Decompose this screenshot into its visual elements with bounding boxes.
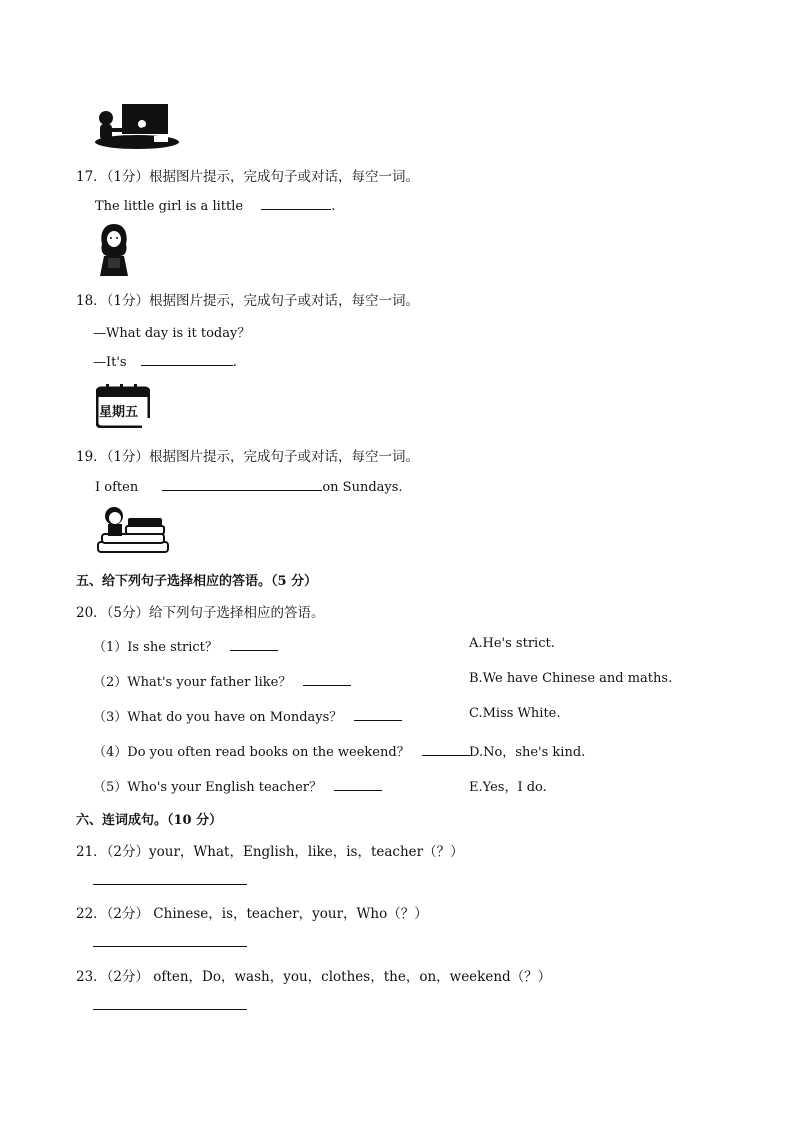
q20-item-5 <box>93 776 382 795</box>
q18-dialogue-line2 <box>93 353 237 370</box>
q21-stem: 21．（2分）your，What，English，like，is，teacher（？） <box>76 844 464 860</box>
q20-question-2: （2）What's your father like？ <box>93 675 292 690</box>
q17-prefix: The little girl is a little <box>95 199 244 214</box>
q20-answer-blank-1[interactable] <box>230 638 278 651</box>
q19-stem: 19．（1分）根据图片提示，完成句子或对话，每空一词。 <box>76 449 420 465</box>
q20-option-b: B.We have Chinese and maths. <box>469 671 673 686</box>
q17-answer-blank[interactable] <box>261 197 331 210</box>
q19-sentence <box>95 478 403 495</box>
q20-option-c: C.Miss White. <box>469 706 561 721</box>
q23-stem: 23．（2分） often，Do，wash，you，clothes，the，on，weekend（？） <box>76 969 552 985</box>
calendar-label: 星期五 <box>99 405 139 420</box>
q22-answer-line[interactable] <box>93 934 247 947</box>
q18-stem: 18．（1分）根据图片提示，完成句子或对话，每空一词。 <box>76 293 420 309</box>
q20-item-2 <box>93 671 351 690</box>
q20-option-e: E.Yes，I do. <box>469 780 547 795</box>
q17-stem: 17．（1分）根据图片提示，完成句子或对话，每空一词。 <box>76 169 420 185</box>
q18-suffix: . <box>232 355 237 370</box>
q17-suffix: . <box>331 199 336 214</box>
q20-answer-blank-5[interactable] <box>334 778 382 791</box>
q20-answer-blank-2[interactable] <box>303 673 351 686</box>
section5-title: 五、给下列句子选择相应的答语。（5 分） <box>76 574 318 589</box>
q17-sentence <box>95 197 335 214</box>
q20-stem: 20．（5分）给下列句子选择相应的答语。 <box>76 605 325 621</box>
q20-option-d: D.No，she's kind. <box>469 745 586 760</box>
friday-calendar-picture <box>96 384 150 428</box>
q20-question-4: （4）Do you often read books on the weekend？ <box>93 745 410 760</box>
q22-stem: 22．（2分） Chinese，is，teacher，your，Who（？） <box>76 906 428 922</box>
q19-answer-blank[interactable] <box>162 478 322 491</box>
q20-item-3 <box>93 706 402 725</box>
q23-answer-line[interactable] <box>93 997 247 1010</box>
reading-books-picture <box>96 504 172 556</box>
q20-question-5: （5）Who's your English teacher？ <box>93 780 323 795</box>
q18-answer-blank[interactable] <box>141 353 233 366</box>
q18-prefix: —It's <box>93 355 127 370</box>
q21-answer-line[interactable] <box>93 872 247 885</box>
computer-student-picture <box>92 100 182 152</box>
q20-question-1: （1）Is she strict？ <box>93 640 218 655</box>
q20-item-1 <box>93 636 278 655</box>
q19-suffix: on Sundays. <box>322 480 403 495</box>
q20-answer-blank-3[interactable] <box>354 708 402 721</box>
q18-dialogue-line1: —What day is it today？ <box>93 326 251 341</box>
q20-option-a: A.He's strict. <box>469 636 555 651</box>
section6-title: 六、连词成句。（10 分） <box>76 813 223 828</box>
shy-girl-picture <box>94 222 134 278</box>
q20-question-3: （3）What do you have on Mondays？ <box>93 710 343 725</box>
q20-answer-blank-4[interactable] <box>422 743 470 756</box>
q20-item-4 <box>93 741 470 760</box>
q19-prefix: I often <box>95 480 139 495</box>
